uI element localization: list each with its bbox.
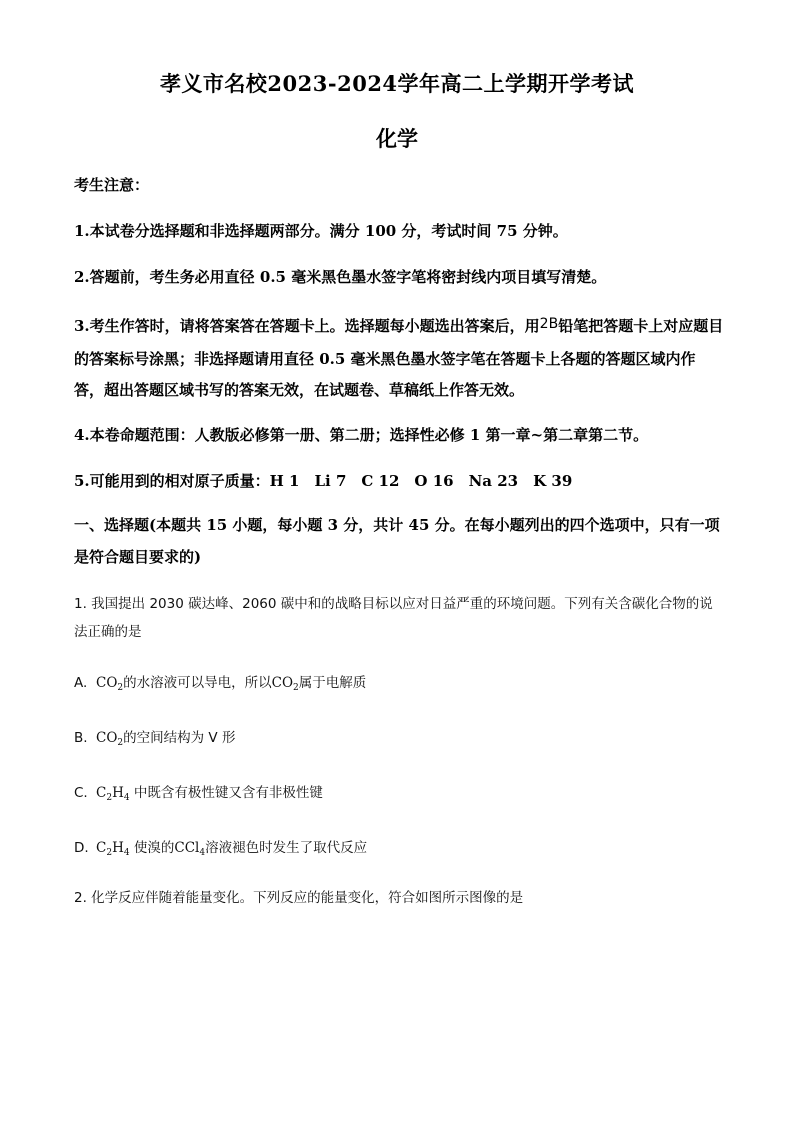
notice-item-3-text-b: 铅笔把答题卡上对应题目的答案标号涂黑；非选择题请用直径 0.5 毫米黑色墨水签字笔在答题卡上各题的答题区域内作答，超出答题区域书写的答案无效，在试题卷、草稿纸上作答无效。: [74, 317, 724, 399]
question-1-option-a: [74, 673, 366, 693]
formula-ccl4: CCl$_4$: [174, 840, 206, 858]
notice-item-5: 5.可能用到的相对原子质量：H 1 Li 7 C 12 O 16 Na 23 K 39: [74, 472, 573, 490]
option-letter: A.: [74, 675, 88, 691]
formula-c2h4: $C_2H_4$: [96, 785, 130, 803]
formula-c2h4: $C_2H_4$: [96, 840, 130, 858]
notice-item-2: 2.答题前，考生务必用直径 0.5 毫米黑色墨水签字笔将密封线内项目填写清楚。: [74, 268, 607, 286]
option-c-text: 中既含有极性键又含有非极性键: [133, 785, 323, 801]
option-a-text-2: 属于电解质: [298, 675, 367, 691]
option-letter: C.: [74, 785, 88, 801]
option-letter: D.: [74, 840, 89, 856]
question-1-option-b: [74, 728, 235, 748]
option-a-text-1: 的水溶液可以导电，所以: [123, 675, 272, 691]
section-1-heading: 一、选择题(本题共 15 小题，每小题 3 分，共计 45 分。在每小题列出的四个选项中，只有一项是符合题目要求的): [74, 516, 720, 566]
notice-heading: 考生注意：: [74, 176, 150, 194]
formula-co2: $CO_2$: [271, 675, 299, 693]
notice-item-3: [74, 311, 724, 407]
notice-item-1: 1.本试卷分选择题和非选择题两部分。满分 100 分，考试时间 75 分钟。: [74, 222, 568, 240]
exam-title: 孝义市名校2023-2024学年高二上学期开学考试: [159, 71, 635, 96]
question-2-stem: 2. 化学反应伴随着能量变化。下列反应的能量变化，符合如图所示图像的是: [74, 890, 524, 906]
notice-item-4: 4.本卷命题范围：人教版必修第一册、第二册；选择性必修 1 第一章~第二章第二节。: [74, 426, 649, 444]
formula-co2: $CO_2$: [96, 675, 124, 693]
option-b-text: 的空间结构为 V 形: [123, 730, 236, 746]
notice-item-3-2b: 2B: [539, 316, 559, 332]
option-d-text-1: 使溴的: [133, 840, 175, 856]
question-1-option-d: [74, 838, 367, 858]
question-1-stem: 1. 我国提出 2030 碳达峰、2060 碳中和的战略目标以应对日益严重的环境问题。下列有关含碳化合物的说法正确的是: [74, 596, 713, 640]
exam-subject: 化学: [376, 126, 418, 151]
option-d-text-2: 溶液褪色时发生了取代反应: [205, 840, 368, 856]
notice-item-3-text-a: 3.考生作答时，请将答案答在答题卡上。选择题每小题选出答案后，用: [74, 317, 540, 335]
question-1-option-c: [74, 783, 323, 803]
option-letter: B.: [74, 730, 88, 746]
formula-co2: $CO_2$: [96, 730, 124, 748]
